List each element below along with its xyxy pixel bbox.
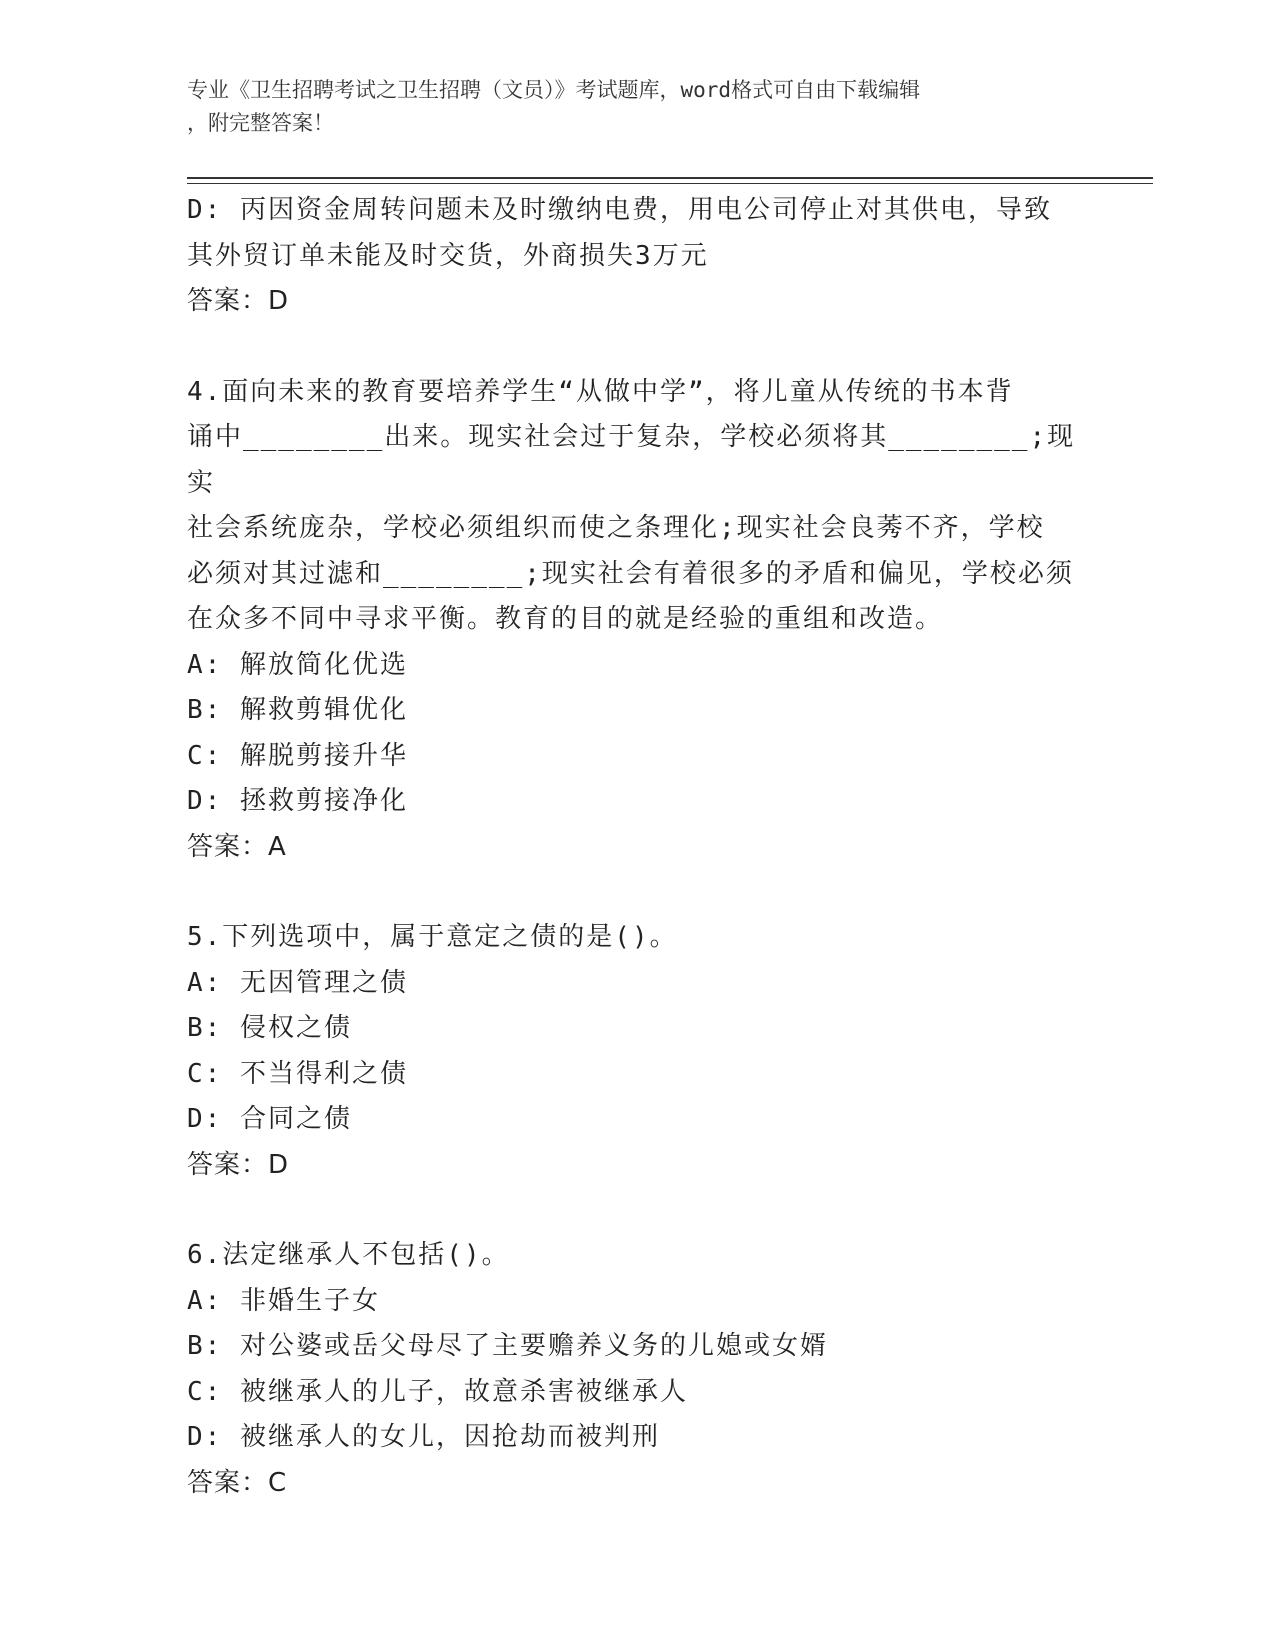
question-gap (187, 1188, 1087, 1233)
document-header (187, 74, 1087, 140)
question-gap (187, 325, 1087, 370)
option-d: D: 拯救剪接净化 (187, 786, 408, 816)
option-a: A: 无因管理之债 (187, 967, 408, 998)
option-d-line: D: 丙因资金周转问题未及时缴纳电费，用电公司停止对其供电，导致 (187, 195, 1052, 225)
question-stem: 5.下列选项中，属于意定之债的是()。 (187, 922, 678, 952)
question-stem-line: 社会系统庞杂，学校必须组织而使之条理化;现实社会良莠不齐，学校 (187, 513, 1045, 543)
option-a: A: 非婚生子女 (187, 1285, 380, 1316)
option-c: C: 不当得利之债 (187, 1058, 408, 1089)
option-d-line: 其外贸订单未能及时交货，外商损失3万元 (187, 240, 709, 271)
option-a: A: 解放简化优选 (187, 649, 408, 680)
question-6 (187, 1233, 1087, 1506)
header-line-2: ，附完整答案！ (187, 111, 334, 135)
answer-line: 答案：D (187, 1149, 290, 1180)
option-c: C: 解脱剪接升华 (187, 740, 408, 771)
question-stem-line: 诵中________出来。现实社会过于复杂，学校必须将其________;现实 (187, 422, 1076, 498)
option-d: D: 被继承人的女儿，因抢劫而被判刑 (187, 1422, 660, 1452)
answer-line: 答案：D (187, 286, 290, 316)
option-c: C: 被继承人的儿子，故意杀害被继承人 (187, 1376, 688, 1407)
header-divider (187, 177, 1153, 184)
question-5 (187, 915, 1087, 1188)
document-body (187, 188, 1087, 1506)
question-gap (187, 870, 1087, 915)
option-b: B: 侵权之债 (187, 1013, 352, 1043)
option-b: B: 解救剪辑优化 (187, 695, 408, 725)
answer-line: 答案：A (187, 831, 287, 862)
question-3-tail (187, 188, 1087, 325)
answer-line: 答案：C (187, 1467, 288, 1498)
question-stem-line: 在众多不同中寻求平衡。教育的目的就是经验的重组和改造。 (187, 604, 944, 634)
question-4 (187, 370, 1087, 871)
option-d: D: 合同之债 (187, 1104, 352, 1134)
option-b: B: 对公婆或岳父母尽了主要赡养义务的儿媳或女婿 (187, 1331, 828, 1361)
question-stem: 6.法定继承人不包括()。 (187, 1240, 510, 1270)
question-stem-line: 4.面向未来的教育要培养学生“从做中学”，将儿童从传统的书本背 (187, 376, 1014, 407)
question-stem-line: 必须对其过滤和________;现实社会有着很多的矛盾和偏见，学校必须 (187, 558, 1074, 589)
header-line-1: 专业《卫生招聘考试之卫生招聘（文员）》考试题库，word格式可自由下载编辑 (187, 78, 921, 102)
